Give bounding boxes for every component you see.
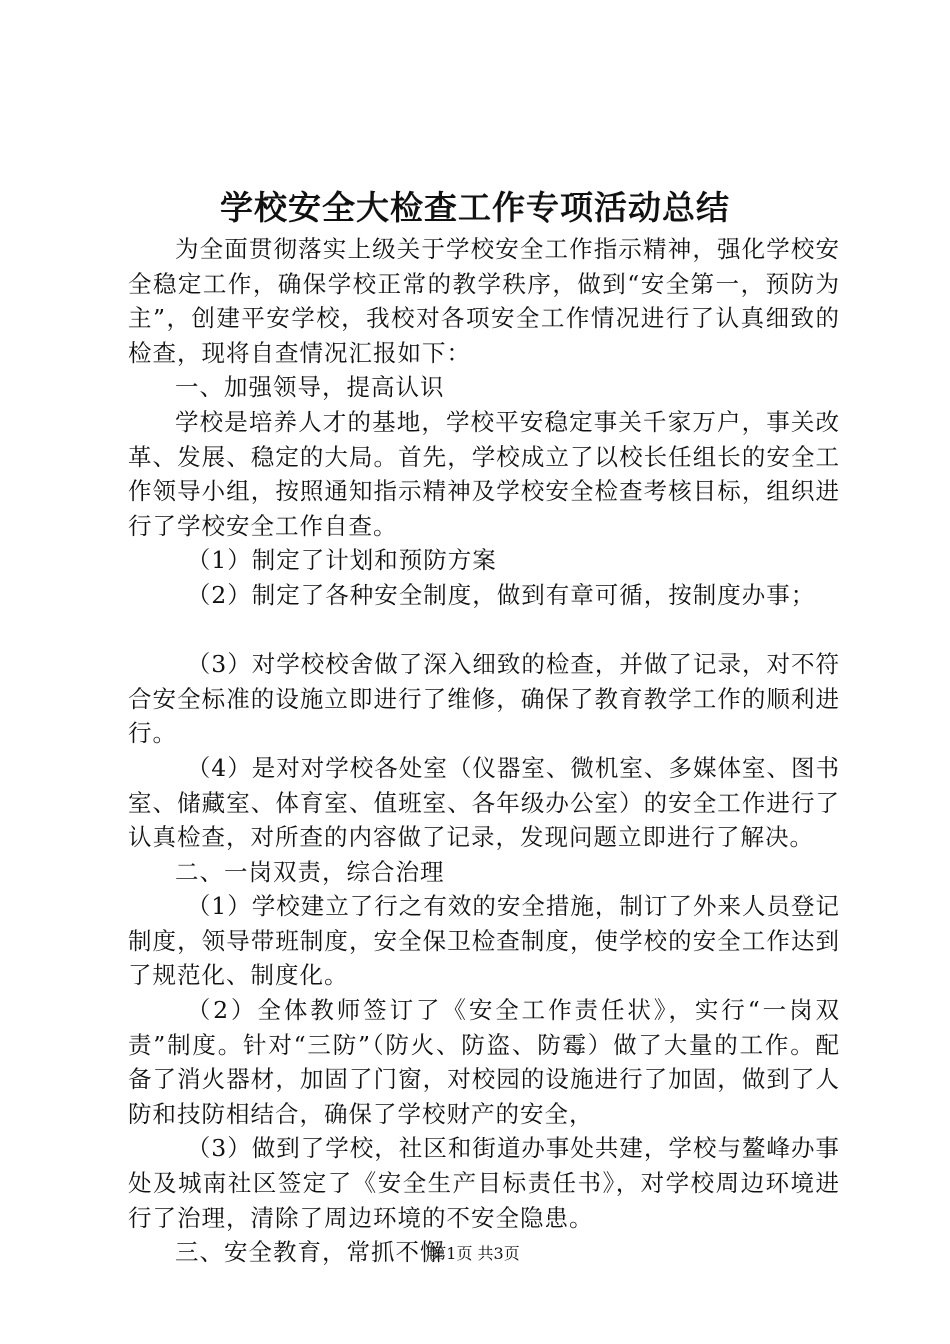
section-heading-2: 二、一岗双责，综合治理 — [175, 857, 445, 886]
list-item: （1）制定了计划和预防方案 — [186, 546, 497, 575]
list-item: （2）制定了各种安全制度，做到有章可循，按制度办事； — [186, 580, 816, 609]
page-number-footer: 第1页 共3页 — [430, 1244, 520, 1263]
section-heading-1: 一、加强领导，提高认识 — [175, 373, 445, 402]
document-title: 学校安全大检查工作专项活动总结 — [220, 188, 730, 227]
section-heading-3: 三、安全教育，常抓不懈 — [175, 1238, 445, 1267]
document-body — [128, 232, 840, 1270]
list-item: （4）是对对学校各处室（仪器室、微机室、多媒体室、图书室、储藏室、体育室、值班室、各年级办公室）的安全工作进行了认真检查，对所查的内容做了记录，发现问题立即进行了解决。 — [128, 753, 840, 852]
list-item: （2）全体教师签订了《安全工作责任状》，实行“一岗双责”制度。针对“三防”（防火、防盗、防霉）做了大量的工作。配备了消火器材，加固了门窗，对校园的设施进行了加固，做到了人防和技防相结合，确保了学校财产的安全， — [128, 996, 840, 1128]
list-item: （3）做到了学校，社区和街道办事处共建，学校与鳌峰办事处及城南社区签定了《安全生产目标责任书》，对学校周边环境进行了治理，清除了周边环境的不安全隐患。 — [128, 1134, 840, 1232]
list-item: （1）学校建立了行之有效的安全措施，制订了外来人员登记制度，领导带班制度，安全保卫检查制度，使学校的安全工作达到了规范化、制度化。 — [128, 892, 840, 990]
intro-paragraph: 为全面贯彻落实上级关于学校安全工作指示精神，强化学校安全稳定工作，确保学校正常的教学秩序，做到“安全第一，预防为主”，创建平安学校，我校对各项安全工作情况进行了认真细致的检查，现将自查情况汇报如下： — [128, 235, 840, 367]
list-item: （3）对学校校舍做了深入细致的检查，并做了记录，对不符合安全标准的设施立即进行了维修，确保了教育教学工作的顺利进行。 — [128, 650, 840, 748]
body-paragraph: 学校是培养人才的基地，学校平安稳定事关千家万户，事关改革、发展、稳定的大局。首先，学校成立了以校长任组长的安全工作领导小组，按照通知指示精神及学校安全检查考核目标，组织进行了学校安全工作自查。 — [128, 407, 840, 540]
